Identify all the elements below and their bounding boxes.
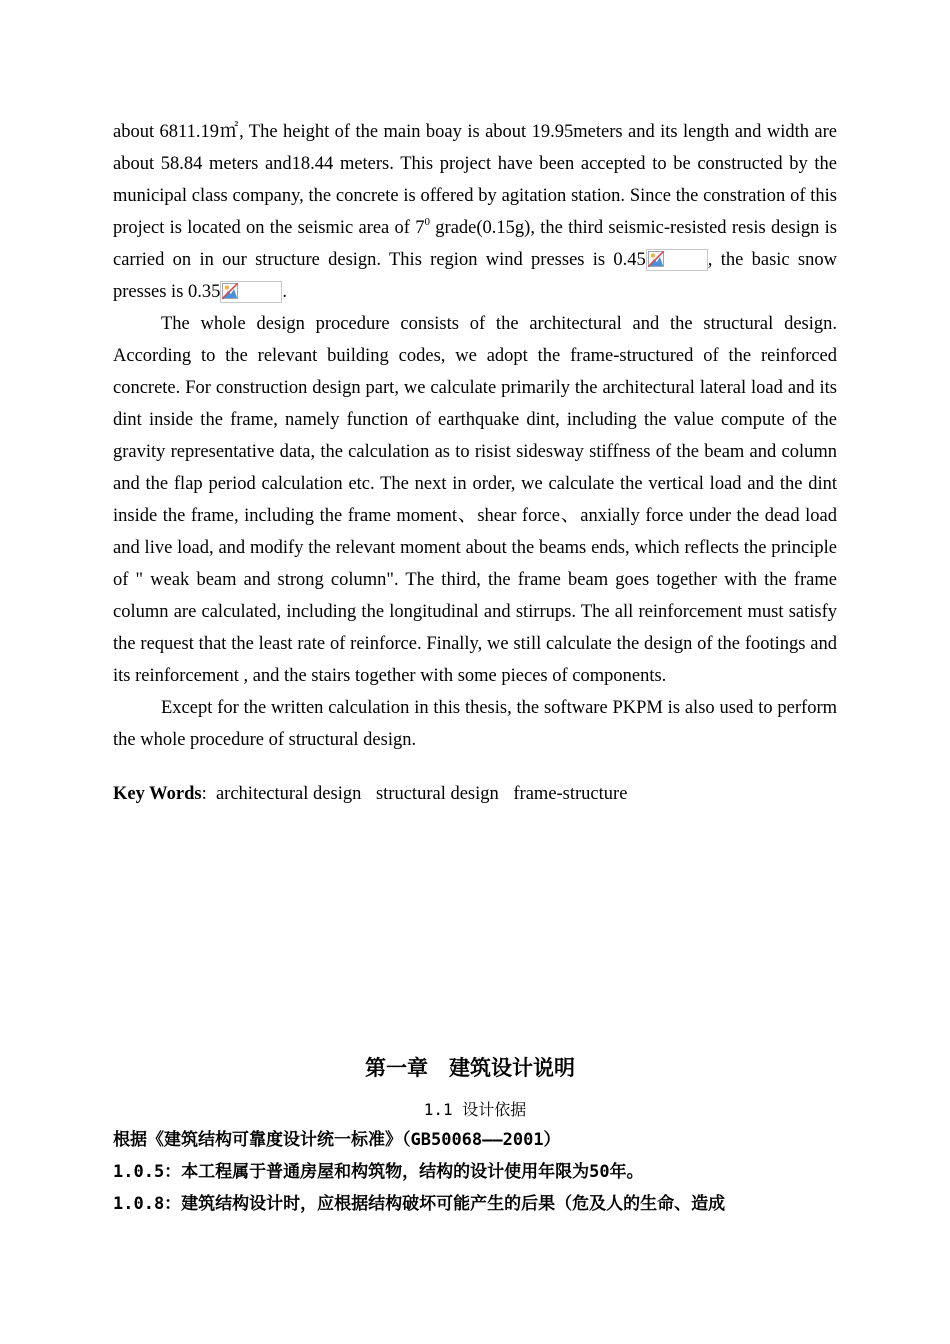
keyword-item: frame-structure — [513, 784, 628, 804]
abstract-paragraph-1: about 6811.19㎡, The height of the main boay is about 19.95meters and its length and width are about 58.84 meters and18.44 meters. This project have been accepted to be constructed by the municipal class company, the concrete is offered by agitation station. Since the constration of this project is located on the seismic area of $7^0$ grade(0.15g), the third seismic-resisted resis design is carried on in our structure design. This region wind presses is 0.45 , the basic snow presses is 0.35 . — [113, 122, 837, 302]
keyword-item: architectural design — [215, 784, 362, 804]
chapter-title: 第一章 建筑设计说明 — [365, 1056, 575, 1080]
abstract-body — [113, 116, 837, 810]
keywords-label: Key Words — [113, 784, 202, 804]
chapter-text-line: 1.0.8：建筑结构设计时，应根据结构破坏可能产生的后果（危及人的生命、造成 — [113, 1194, 726, 1214]
broken-image-icon — [648, 251, 664, 267]
broken-image-placeholder — [220, 281, 282, 303]
keywords-line: Key Words: architectural design structural design frame-structure — [113, 784, 628, 804]
superscript-degree: 0 — [424, 216, 431, 228]
broken-image-icon — [222, 283, 238, 299]
broken-image-placeholder — [646, 249, 708, 271]
keyword-item: structural design — [375, 784, 499, 804]
abstract-paragraph-3: Except for the written calculation in this thesis, the software PKPM is also used to perform the whole procedure of structural design. — [113, 698, 837, 750]
chapter-text-line: 根据《建筑结构可靠度设计统一标准》（GB50068——2001） — [113, 1130, 561, 1150]
section-title: 1.1 设计依据 — [423, 1100, 527, 1119]
abstract-paragraph-2: The whole design procedure consists of the architectural and the structural design. According to the relevant building codes, we adopt the frame-structured of the reinforced concrete. For construction design part, we calculate primarily the architectural lateral load and its dint inside the frame, namely function of earthquake dint, including the value compute of the gravity representative data, the calculation as to risist sidesway stiffness of the beam and column and the flap period calculation etc. The next in order, we calculate the vertical load and the dint inside the frame, including the frame moment、shear force、anxially force under the dead load and live load, and modify the relevant moment about the beams ends, which reflects the principle of " weak beam and strong column". The third, the frame beam goes together with the frame column are calculated, including the longitudinal and stirrups. The all reinforcement must satisfy the request that the least rate of reinforce. Finally, we still calculate the design of the footings and its reinforcement , and the stairs together with some pieces of components. — [113, 314, 837, 686]
chapter-text-line: 1.0.5：本工程属于普通房屋和构筑物，结构的设计使用年限为50年。 — [113, 1162, 644, 1182]
